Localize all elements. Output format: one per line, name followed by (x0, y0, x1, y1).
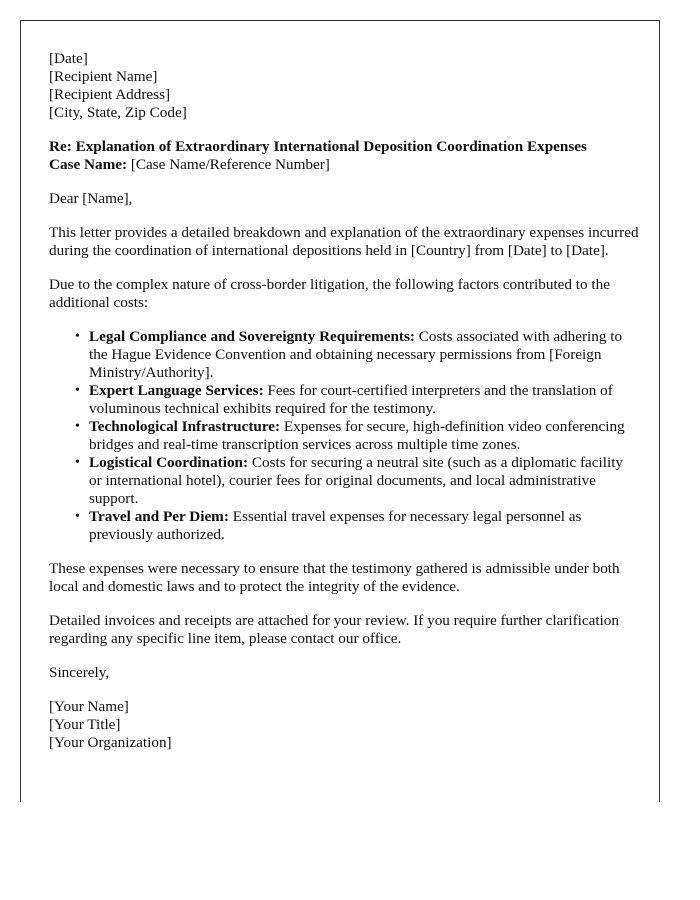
factor-text: Fees for court-certified interpreters and the translation of voluminous technical exhibits required for the testimony. (89, 382, 613, 417)
factor-text: Costs for securing a neutral site (such as a diplomatic facility or international hotel), courier fees for original documents, and local administrative support. (89, 454, 624, 507)
letter-content (49, 50, 639, 752)
signer-name: [Your Name] (49, 698, 129, 715)
factor-title: Travel and Per Diem: (89, 508, 229, 525)
factor-title: Logistical Coordination: (89, 454, 249, 471)
city-state-zip: [City, State, Zip Code] (49, 104, 187, 121)
bullet-icon: • (75, 455, 80, 470)
closing-line: Sincerely, (49, 664, 110, 681)
factor-text: Costs associated with adhering to the Hague Evidence Convention and obtaining necessary permissions from [Foreign Ministry/Authority]. (89, 328, 623, 381)
factor-item (75, 508, 639, 544)
factor-title: Technological Infrastructure: (89, 418, 281, 435)
factor-text: Expenses for secure, high-definition video conferencing bridges and real-time transcription services across multiple time zones. (89, 418, 625, 453)
factor-item (75, 418, 639, 454)
factor-title: Legal Compliance and Sovereignty Requirements: (89, 328, 415, 345)
re-line: Re: Explanation of Extraordinary International Deposition Coordination Expenses (49, 138, 587, 155)
bullet-icon: • (75, 419, 80, 434)
bullet-icon: • (75, 383, 80, 398)
recipient-name: [Recipient Name] (49, 68, 158, 85)
signer-title: [Your Title] (49, 716, 121, 733)
signer-organization: [Your Organization] (49, 734, 172, 751)
bullet-icon: • (75, 509, 80, 524)
bullet-icon: • (75, 329, 80, 344)
factor-text: Essential travel expenses for necessary legal personnel as previously authorized. (89, 508, 582, 543)
factor-title: Expert Language Services: (89, 382, 264, 399)
factors-list (49, 328, 639, 544)
closing-note-paragraph: Detailed invoices and receipts are attached for your review. If you require further clarification regarding any specific line item, please contact our office. (49, 612, 619, 647)
case-name-line (49, 156, 639, 174)
factor-item (75, 454, 639, 508)
letter-page (20, 20, 660, 802)
case-name-label: Case Name: (49, 156, 128, 173)
factors-intro-paragraph: Due to the complex nature of cross-border litigation, the following factors contributed to the additional costs: (49, 276, 610, 311)
case-name-value: [Case Name/Reference Number] (127, 156, 330, 173)
subject-block (49, 138, 639, 174)
recipient-block (49, 50, 639, 122)
necessity-paragraph: These expenses were necessary to ensure that the testimony gathered is admissible under both local and domestic laws and to protect the integrity of the evidence. (49, 560, 620, 595)
factor-item (75, 328, 639, 382)
date-line: [Date] (49, 50, 88, 67)
factor-item (75, 382, 639, 418)
intro-paragraph: This letter provides a detailed breakdown and explanation of the extraordinary expenses incurred during the coordination of international depositions held in [Country] from [Date] to [Date]. (49, 224, 639, 259)
signature-block (49, 698, 639, 752)
recipient-address: [Recipient Address] (49, 86, 171, 103)
salutation: Dear [Name], (49, 190, 133, 207)
